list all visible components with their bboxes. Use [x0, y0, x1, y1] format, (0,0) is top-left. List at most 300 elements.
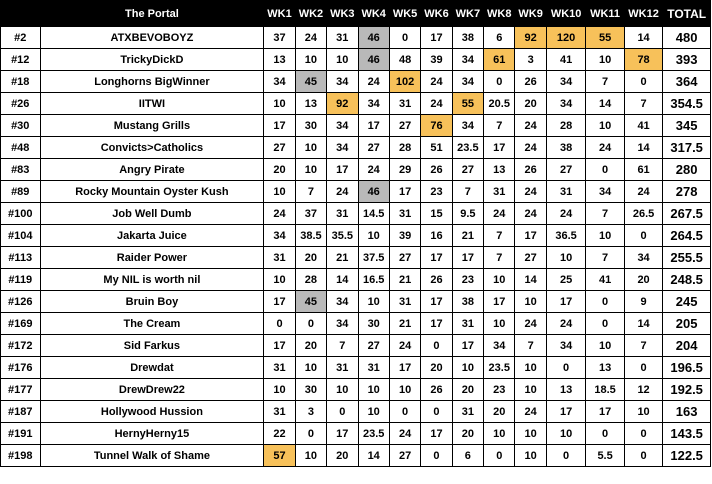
week-score-cell: 0: [295, 313, 326, 335]
total-cell: 364: [663, 71, 711, 93]
table-row: [1, 335, 711, 357]
week-score-cell: 31: [264, 357, 295, 379]
table-row: [1, 159, 711, 181]
week-score-cell: 27: [389, 115, 420, 137]
week-score-cell: 7: [484, 225, 515, 247]
week-score-cell: 27: [546, 159, 586, 181]
week-score-cell: 13: [586, 357, 624, 379]
week-score-cell: 20: [327, 445, 358, 467]
week-score-cell: 23: [452, 269, 483, 291]
week-score-cell: 31: [546, 181, 586, 203]
week-score-cell: 24: [484, 203, 515, 225]
week-score-cell: 29: [389, 159, 420, 181]
seed-column-header: [1, 1, 41, 27]
team-name-cell: Raider Power: [40, 247, 264, 269]
week-score-cell: 0: [624, 71, 662, 93]
seed-cell: #198: [1, 445, 41, 467]
week-score-cell: 34: [327, 137, 358, 159]
week-score-cell: 17: [421, 247, 452, 269]
week-score-cell: 10: [295, 159, 326, 181]
week-score-cell: 41: [546, 49, 586, 71]
table-row: [1, 379, 711, 401]
team-name-cell: Sid Farkus: [40, 335, 264, 357]
week-score-cell: 14: [586, 93, 624, 115]
table-row: [1, 71, 711, 93]
team-name-cell: Longhorns BigWinner: [40, 71, 264, 93]
week-score-cell: 0: [624, 357, 662, 379]
week-score-cell: 24: [546, 203, 586, 225]
week-score-cell: 21: [389, 313, 420, 335]
total-header: TOTAL: [663, 1, 711, 27]
table-row: [1, 115, 711, 137]
team-name-cell: Jakarta Juice: [40, 225, 264, 247]
week-score-cell: 10: [452, 357, 483, 379]
week-score-cell: 7: [515, 335, 546, 357]
table-row: [1, 247, 711, 269]
table-row: [1, 313, 711, 335]
week-score-cell: 39: [389, 225, 420, 247]
week-score-cell: 27: [389, 445, 420, 467]
total-cell: 354.5: [663, 93, 711, 115]
seed-cell: #26: [1, 93, 41, 115]
week-score-cell: 7: [484, 247, 515, 269]
week-score-cell: 14: [624, 27, 662, 49]
week-score-cell: 26: [421, 269, 452, 291]
week-score-cell: 34: [327, 313, 358, 335]
week-score-cell: 13: [264, 49, 295, 71]
week-score-cell: 61: [484, 49, 515, 71]
week-score-cell: 26.5: [624, 203, 662, 225]
team-name-cell: TrickyDickD: [40, 49, 264, 71]
week-score-cell: 18.5: [586, 379, 624, 401]
week-header: WK8: [484, 1, 515, 27]
total-cell: 163: [663, 401, 711, 423]
week-score-cell: 17: [484, 137, 515, 159]
table-row: [1, 357, 711, 379]
week-score-cell: 10: [358, 291, 389, 313]
seed-cell: #119: [1, 269, 41, 291]
week-score-cell: 34: [546, 335, 586, 357]
table-row: [1, 27, 711, 49]
week-score-cell: 10: [264, 181, 295, 203]
total-cell: 280: [663, 159, 711, 181]
week-score-cell: 31: [264, 401, 295, 423]
week-score-cell: 45: [295, 291, 326, 313]
week-score-cell: 31: [452, 401, 483, 423]
week-score-cell: 10: [264, 93, 295, 115]
week-score-cell: 27: [358, 335, 389, 357]
total-cell: 317.5: [663, 137, 711, 159]
seed-cell: #48: [1, 137, 41, 159]
team-name-cell: The Cream: [40, 313, 264, 335]
week-score-cell: 5.5: [586, 445, 624, 467]
week-score-cell: 34: [452, 49, 483, 71]
total-cell: 345: [663, 115, 711, 137]
week-score-cell: 14.5: [358, 203, 389, 225]
week-score-cell: 34: [327, 115, 358, 137]
week-score-cell: 24: [421, 71, 452, 93]
week-score-cell: 24: [295, 27, 326, 49]
week-score-cell: 30: [295, 115, 326, 137]
week-score-cell: 24: [515, 137, 546, 159]
week-score-cell: 34: [452, 71, 483, 93]
seed-cell: #172: [1, 335, 41, 357]
week-score-cell: 31: [327, 357, 358, 379]
total-cell: 204: [663, 335, 711, 357]
seed-cell: #89: [1, 181, 41, 203]
total-cell: 143.5: [663, 423, 711, 445]
week-header: WK1: [264, 1, 295, 27]
week-score-cell: 0: [295, 423, 326, 445]
seed-cell: #113: [1, 247, 41, 269]
week-score-cell: 10: [515, 423, 546, 445]
week-score-cell: 17: [421, 291, 452, 313]
week-score-cell: 20: [264, 159, 295, 181]
week-score-cell: 0: [389, 401, 420, 423]
week-score-cell: 34: [264, 71, 295, 93]
week-score-cell: 17: [484, 291, 515, 313]
week-score-cell: 13: [484, 159, 515, 181]
week-score-cell: 31: [264, 247, 295, 269]
week-score-cell: 14: [624, 313, 662, 335]
week-score-cell: 10: [264, 379, 295, 401]
week-score-cell: 34: [586, 181, 624, 203]
seed-cell: #2: [1, 27, 41, 49]
week-header: WK5: [389, 1, 420, 27]
week-score-cell: 7: [586, 203, 624, 225]
table-row: [1, 137, 711, 159]
seed-cell: #126: [1, 291, 41, 313]
week-score-cell: 0: [624, 423, 662, 445]
total-cell: 122.5: [663, 445, 711, 467]
total-cell: 192.5: [663, 379, 711, 401]
week-score-cell: 10: [624, 401, 662, 423]
week-score-cell: 120: [546, 27, 586, 49]
week-score-cell: 17: [546, 401, 586, 423]
table-row: [1, 291, 711, 313]
week-score-cell: 6: [452, 445, 483, 467]
week-score-cell: 0: [484, 445, 515, 467]
table-row: [1, 49, 711, 71]
week-score-cell: 20: [484, 401, 515, 423]
week-score-cell: 31: [358, 357, 389, 379]
total-cell: 264.5: [663, 225, 711, 247]
week-score-cell: 7: [452, 181, 483, 203]
week-score-cell: 10: [484, 423, 515, 445]
week-score-cell: 0: [484, 71, 515, 93]
seed-cell: #169: [1, 313, 41, 335]
week-score-cell: 24: [586, 137, 624, 159]
week-score-cell: 17: [452, 335, 483, 357]
week-score-cell: 20: [295, 335, 326, 357]
week-score-cell: 24: [358, 159, 389, 181]
week-score-cell: 14: [358, 445, 389, 467]
week-score-cell: 27: [515, 247, 546, 269]
week-score-cell: 16.5: [358, 269, 389, 291]
week-score-cell: 17: [264, 291, 295, 313]
week-score-cell: 24: [389, 335, 420, 357]
week-score-cell: 22: [264, 423, 295, 445]
team-name-cell: ATXBEVOBOYZ: [40, 27, 264, 49]
seed-cell: #191: [1, 423, 41, 445]
table-row: [1, 203, 711, 225]
week-score-cell: 10: [586, 115, 624, 137]
week-header: WK11: [586, 1, 624, 27]
week-score-cell: 7: [295, 181, 326, 203]
seed-cell: #177: [1, 379, 41, 401]
week-header: WK3: [327, 1, 358, 27]
week-score-cell: 51: [421, 137, 452, 159]
week-score-cell: 46: [358, 27, 389, 49]
week-score-cell: 21: [389, 269, 420, 291]
week-score-cell: 76: [421, 115, 452, 137]
week-score-cell: 14: [327, 269, 358, 291]
week-score-cell: 34: [546, 93, 586, 115]
week-score-cell: 34: [452, 115, 483, 137]
total-cell: 245: [663, 291, 711, 313]
week-score-cell: 24: [327, 181, 358, 203]
week-score-cell: 20: [295, 247, 326, 269]
week-score-cell: 10: [515, 357, 546, 379]
week-score-cell: 24: [421, 93, 452, 115]
week-header: WK7: [452, 1, 483, 27]
week-score-cell: 27: [358, 137, 389, 159]
total-cell: 248.5: [663, 269, 711, 291]
week-score-cell: 28: [546, 115, 586, 137]
week-score-cell: 23.5: [484, 357, 515, 379]
week-score-cell: 13: [295, 93, 326, 115]
week-score-cell: 10: [515, 379, 546, 401]
team-name-cell: Mustang Grills: [40, 115, 264, 137]
week-score-cell: 20: [452, 379, 483, 401]
week-score-cell: 78: [624, 49, 662, 71]
seed-cell: #100: [1, 203, 41, 225]
week-score-cell: 28: [389, 137, 420, 159]
week-score-cell: 10: [327, 379, 358, 401]
week-score-cell: 26: [421, 159, 452, 181]
week-score-cell: 20: [515, 93, 546, 115]
week-score-cell: 10: [327, 49, 358, 71]
week-score-cell: 57: [264, 445, 295, 467]
week-score-cell: 34: [358, 93, 389, 115]
week-score-cell: 17: [586, 401, 624, 423]
week-header: WK6: [421, 1, 452, 27]
seed-cell: #176: [1, 357, 41, 379]
team-name-cell: IITWI: [40, 93, 264, 115]
seed-cell: #187: [1, 401, 41, 423]
week-score-cell: 9: [624, 291, 662, 313]
week-score-cell: 0: [421, 445, 452, 467]
week-score-cell: 10: [484, 313, 515, 335]
week-score-cell: 41: [586, 269, 624, 291]
week-score-cell: 0: [586, 423, 624, 445]
week-score-cell: 24: [515, 401, 546, 423]
week-score-cell: 10: [295, 137, 326, 159]
week-score-cell: 41: [624, 115, 662, 137]
week-score-cell: 92: [327, 93, 358, 115]
week-score-cell: 31: [484, 181, 515, 203]
week-score-cell: 17: [327, 423, 358, 445]
week-score-cell: 31: [327, 27, 358, 49]
team-name-cell: Angry Pirate: [40, 159, 264, 181]
week-score-cell: 3: [515, 49, 546, 71]
week-score-cell: 26: [515, 71, 546, 93]
week-score-cell: 38: [452, 27, 483, 49]
week-score-cell: 46: [358, 181, 389, 203]
week-score-cell: 102: [389, 71, 420, 93]
team-name-cell: Rocky Mountain Oyster Kush: [40, 181, 264, 203]
total-cell: 480: [663, 27, 711, 49]
total-cell: 278: [663, 181, 711, 203]
table-row: [1, 445, 711, 467]
week-score-cell: 20.5: [484, 93, 515, 115]
total-cell: 196.5: [663, 357, 711, 379]
week-score-cell: 46: [358, 49, 389, 71]
week-score-cell: 10: [295, 49, 326, 71]
week-score-cell: 17: [389, 181, 420, 203]
week-score-cell: 0: [327, 401, 358, 423]
team-name-cell: Tunnel Walk of Shame: [40, 445, 264, 467]
week-score-cell: 12: [624, 379, 662, 401]
week-score-cell: 17: [421, 27, 452, 49]
week-score-cell: 6: [484, 27, 515, 49]
week-score-cell: 17: [515, 225, 546, 247]
week-header: WK12: [624, 1, 662, 27]
table-row: [1, 401, 711, 423]
week-score-cell: 0: [586, 291, 624, 313]
week-score-cell: 61: [624, 159, 662, 181]
team-name-cell: My NIL is worth nil: [40, 269, 264, 291]
week-score-cell: 17: [421, 313, 452, 335]
week-score-cell: 10: [586, 225, 624, 247]
week-score-cell: 30: [358, 313, 389, 335]
week-score-cell: 25: [546, 269, 586, 291]
week-score-cell: 36.5: [546, 225, 586, 247]
week-score-cell: 0: [546, 445, 586, 467]
week-score-cell: 24: [389, 423, 420, 445]
week-score-cell: 37: [295, 203, 326, 225]
week-score-cell: 24: [358, 71, 389, 93]
week-score-cell: 0: [624, 445, 662, 467]
week-header: WK4: [358, 1, 389, 27]
seed-cell: #83: [1, 159, 41, 181]
week-score-cell: 10: [358, 401, 389, 423]
week-score-cell: 0: [624, 225, 662, 247]
team-name-cell: Convicts>Catholics: [40, 137, 264, 159]
week-score-cell: 7: [586, 71, 624, 93]
week-score-cell: 10: [358, 225, 389, 247]
week-score-cell: 10: [515, 445, 546, 467]
week-score-cell: 27: [264, 137, 295, 159]
total-cell: 205: [663, 313, 711, 335]
week-score-cell: 38: [452, 291, 483, 313]
week-score-cell: 34: [327, 71, 358, 93]
week-score-cell: 27: [389, 247, 420, 269]
week-score-cell: 24: [546, 313, 586, 335]
week-score-cell: 38.5: [295, 225, 326, 247]
week-score-cell: 34: [624, 247, 662, 269]
week-score-cell: 34: [484, 335, 515, 357]
seed-cell: #104: [1, 225, 41, 247]
week-score-cell: 17: [327, 159, 358, 181]
week-score-cell: 17: [421, 423, 452, 445]
week-score-cell: 0: [586, 313, 624, 335]
week-score-cell: 23.5: [452, 137, 483, 159]
week-score-cell: 10: [358, 379, 389, 401]
total-cell: 255.5: [663, 247, 711, 269]
week-score-cell: 30: [295, 379, 326, 401]
week-score-cell: 10: [389, 379, 420, 401]
week-score-cell: 7: [624, 335, 662, 357]
week-score-cell: 20: [421, 357, 452, 379]
week-score-cell: 37: [264, 27, 295, 49]
week-score-cell: 24: [264, 203, 295, 225]
total-cell: 393: [663, 49, 711, 71]
week-score-cell: 23.5: [358, 423, 389, 445]
week-score-cell: 16: [421, 225, 452, 247]
seed-cell: #18: [1, 71, 41, 93]
seed-cell: #30: [1, 115, 41, 137]
week-score-cell: 45: [295, 71, 326, 93]
table-row: [1, 269, 711, 291]
week-score-cell: 26: [421, 379, 452, 401]
table-row: [1, 423, 711, 445]
header-row: [1, 1, 711, 27]
week-score-cell: 20: [452, 423, 483, 445]
week-header: WK9: [515, 1, 546, 27]
week-score-cell: 48: [389, 49, 420, 71]
team-name-cell: Job Well Dumb: [40, 203, 264, 225]
seed-cell: #12: [1, 49, 41, 71]
week-score-cell: 10: [586, 49, 624, 71]
total-cell: 267.5: [663, 203, 711, 225]
week-score-cell: 24: [515, 115, 546, 137]
week-score-cell: 27: [452, 159, 483, 181]
week-score-cell: 24: [624, 181, 662, 203]
week-score-cell: 23: [484, 379, 515, 401]
week-score-cell: 31: [452, 313, 483, 335]
team-name-cell: DrewDrew22: [40, 379, 264, 401]
table-row: [1, 225, 711, 247]
week-score-cell: 92: [515, 27, 546, 49]
week-score-cell: 10: [546, 247, 586, 269]
week-score-cell: 17: [264, 335, 295, 357]
week-score-cell: 21: [452, 225, 483, 247]
week-score-cell: 7: [624, 93, 662, 115]
week-score-cell: 14: [515, 269, 546, 291]
week-score-cell: 10: [546, 423, 586, 445]
week-score-cell: 0: [389, 27, 420, 49]
week-score-cell: 35.5: [327, 225, 358, 247]
week-score-cell: 21: [327, 247, 358, 269]
table-row: [1, 93, 711, 115]
week-score-cell: 17: [389, 357, 420, 379]
week-score-cell: 34: [546, 71, 586, 93]
week-score-cell: 7: [327, 335, 358, 357]
week-score-cell: 28: [295, 269, 326, 291]
week-score-cell: 10: [484, 269, 515, 291]
week-score-cell: 0: [421, 335, 452, 357]
week-score-cell: 3: [295, 401, 326, 423]
week-score-cell: 38: [546, 137, 586, 159]
week-score-cell: 24: [515, 181, 546, 203]
week-score-cell: 17: [264, 115, 295, 137]
week-score-cell: 31: [327, 203, 358, 225]
team-name-cell: Drewdat: [40, 357, 264, 379]
team-name-cell: HernyHerny15: [40, 423, 264, 445]
week-score-cell: 39: [421, 49, 452, 71]
week-score-cell: 17: [358, 115, 389, 137]
